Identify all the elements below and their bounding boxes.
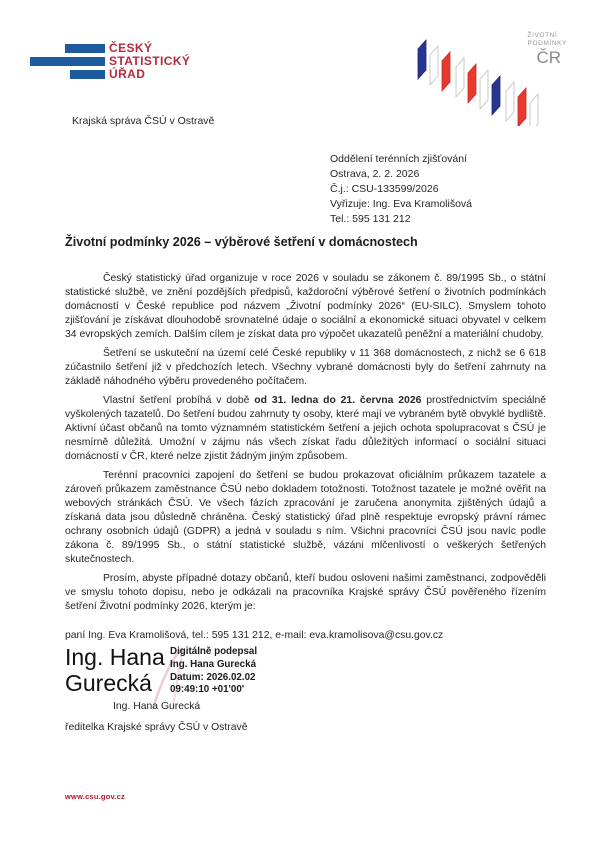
contact-line: paní Ing. Eva Kramolišová, tel.: 595 131 212, e-mail: eva.kramolisova@csu.gov.cz [65,630,444,641]
signature-block [65,644,385,749]
sender-office: Krajská správa ČSÚ v Ostravě [72,115,215,127]
letter-body [65,272,546,648]
csu-wordmark-line2: STATISTICKÝ [109,54,191,68]
info-department: Oddělení terénních zjišťování [330,153,468,165]
info-handler: Vyřizuje: Ing. Eva Kramolišová [330,198,473,210]
signer-role: ředitelka Krajské správy ČSÚ v Ostravě [65,722,248,733]
letter-title: Životní podmínky 2026 – výběrové šetření v domácnostech [65,235,418,249]
letter-info-block [330,152,472,227]
paragraph-3: Vlastní šetření probíhá v době od 31. ledna do 21. června 2026 prostřednictvím speciálně vyškolených tazatelů. Do šetření budou zahrnuty ty osoby, které mají ve vybraném bytě obvyklé bydliště. Aktivní účast občanů na tomto významném statistickém šetření a jejich ochota spolupracovat s ČSÚ je nesmírně důležitá. Umožní v zájmu nás všech získat řadu důležitých informací o sociální situaci domácností v ČR, které nelze zjistit žádným jiným způsobem. [65,395,546,462]
info-ref-number: Č.j.: CSU-133599/2026 [330,183,439,195]
csu-wordmark-line1: ČESKÝ [109,41,153,55]
info-place-date: Ostrava, 2. 2. 2026 [330,168,420,180]
paragraph-5: Prosím, abyste případné dotazy občanů, kteří budou osloveni našimi zaměstnanci, zodpověděli ve smyslu tohoto dopisu, nebo je odkázali na pracovníka Krajské správy ČSÚ pověřeného řízením šetření Životní podmínky 2026, kterým je: [65,573,546,612]
csu-logo-wordmark [109,42,190,81]
footer-website-link[interactable]: www.csu.gov.cz [65,792,125,801]
csu-logo-bars-icon [30,44,105,79]
csu-wordmark-line3: ÚŘAD [109,67,146,81]
zp-wordmark-line2: PODMÍNKY [527,39,567,47]
zivotni-podminky-wordmark [528,32,567,67]
csu-logo [30,42,190,81]
survey-period: od 31. ledna do 21. června 2026 [254,395,422,406]
zp-wordmark-cr: ČR [536,48,562,67]
digital-signature-details: Digitálně podepsal Ing. Hana Gurecká Datum: 2026.02.02 09:49:10 +01'00' [170,646,258,696]
paragraph-1: Český statistický úřad organizuje v roce 2026 v souladu se zákonem č. 89/1995 Sb., o státní statistické službě, ve znění pozdějších předpisů, každoroční výběrové šetření o životních podmínkách domácností v České republice pod názvem „Životní podmínky 2026“ (EU-SILC). Smyslem tohoto zjišťování je získávat dlouhodobě srovnatelné údaje o sociální a ekonomické situaci obyvatel v celkem 34 evropských zemích. Dalším cílem je získat data pro výpočet ukazatelů peněžní a materiální chudoby. [65,273,546,340]
zivotni-podminky-logo [412,20,577,125]
zp-wordmark-line1: ŽIVOTNÍ [527,32,558,39]
digital-signature-name: Ing. Hana Gurecká [65,644,165,696]
paragraph-2: Šetření se uskuteční na území celé České republiky v 11 368 domácnostech, z nichž se 6 618 zúčastnilo šetření již v předchozích letech. Všechny vybrané domácnosti byly do šetření zahrnuty na základě náhodného výběru provedeného počítačem. [65,348,546,387]
signer-name: Ing. Hana Gurecká [113,701,201,712]
paragraph-4: Terénní pracovníci zapojení do šetření se budou prokazovat oficiálním průkazem tazatele a zároveň průkazem zaměstnance ČSÚ nebo dokladem totožnosti. Totožnost tazatele je možné ověřit na webových stránkách ČSÚ. Ve všech fázích zpracování je zaručena anonymita zjištěných údajů a získaná data jsou důsledně chráněna. Český statistický úřad plně respektuje evropský právní rámec ochrany osobních údajů (GDPR) a jedná v souladu s ním. Všichni pracovníci ČSÚ jsou navíc podle zákona č. 89/1995 Sb., o státní statistické službě, vázáni mlčenlivostí o veškerých šetřených skutečnostech. [65,470,546,565]
info-phone: Tel.: 595 131 212 [330,213,411,225]
